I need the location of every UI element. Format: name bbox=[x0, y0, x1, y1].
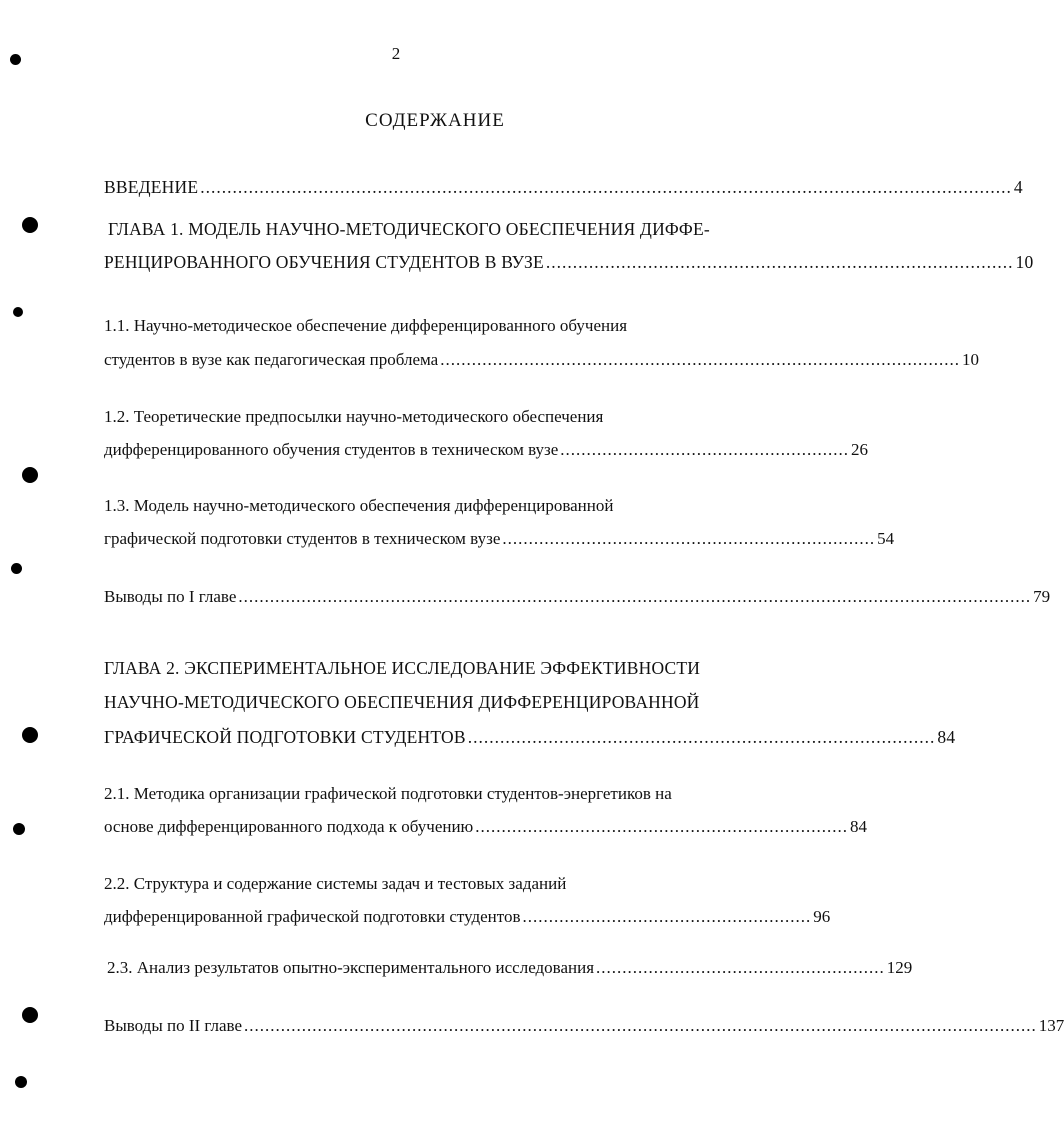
toc-entry-line: 1.2. Теоретические предпосылки научно-методического обеспечения bbox=[104, 407, 604, 426]
toc-entry-line: ГЛАВА 1. МОДЕЛЬ НАУЧНО-МЕТОДИЧЕСКОГО ОБЕСПЕЧЕНИЯ ДИФФЕ- bbox=[108, 219, 710, 239]
toc-entry-section-1-1[interactable] bbox=[104, 348, 979, 372]
toc-entry-title: 2.3. Анализ результатов опытно-экспериментального исследования bbox=[107, 958, 595, 977]
punch-hole-mark bbox=[11, 563, 22, 574]
toc-entry-page: 79 bbox=[1033, 587, 1051, 606]
punch-hole-mark bbox=[13, 823, 25, 835]
toc-entry-page: 137 bbox=[1038, 1016, 1064, 1035]
toc-entry-page: 10 bbox=[1015, 252, 1034, 272]
punch-hole-mark bbox=[22, 217, 38, 233]
toc-entry-page: 4 bbox=[1013, 177, 1023, 197]
toc-leader-dots: ....................................................................................................................................................... bbox=[244, 1016, 1037, 1035]
toc-entry-introduction[interactable] bbox=[104, 175, 1023, 199]
toc-entry-title: графической подготовки студентов в техническом вузе bbox=[104, 529, 501, 548]
toc-leader-dots: ....................................................................................................................................................... bbox=[200, 177, 1012, 197]
page-title: СОДЕРЖАНИЕ bbox=[365, 110, 505, 131]
toc-entry-section-2-2[interactable] bbox=[104, 905, 831, 929]
toc-entry-section-1-2[interactable] bbox=[104, 438, 869, 462]
toc-entry-title: Выводы по I главе bbox=[104, 587, 237, 606]
punch-hole-mark bbox=[15, 1076, 27, 1088]
toc-entry-page: 54 bbox=[877, 529, 895, 548]
toc-entry-page: 26 bbox=[851, 440, 869, 459]
toc-entry-conclusions-2[interactable] bbox=[104, 1014, 1064, 1038]
toc-entry-page: 10 bbox=[961, 350, 979, 369]
toc-entry-line: 2.2. Структура и содержание системы задач и тестовых заданий bbox=[104, 874, 567, 893]
toc-leader-dots: ................................................................................................... bbox=[440, 350, 960, 369]
toc-entry-section-1-3[interactable] bbox=[104, 527, 895, 551]
toc-leader-dots: ....................................................... bbox=[560, 440, 850, 459]
toc-entry-title: дифференцированной графической подготовки студентов bbox=[104, 907, 521, 926]
toc-leader-dots: ....................................................................................... bbox=[467, 727, 936, 747]
toc-leader-dots: ....................................................................................... bbox=[545, 252, 1014, 272]
toc-entry-chapter-1[interactable] bbox=[104, 250, 1034, 274]
toc-entry-title: дифференцированного обучения студентов в техническом вузе bbox=[104, 440, 559, 459]
toc-entry-title: ВВЕДЕНИЕ bbox=[104, 177, 199, 197]
punch-hole-mark bbox=[22, 467, 38, 483]
toc-leader-dots: ....................................................................................................................................................... bbox=[238, 587, 1032, 606]
toc-entry-page: 84 bbox=[850, 817, 868, 836]
punch-hole-mark bbox=[13, 307, 23, 317]
toc-entry-title: Выводы по II главе bbox=[104, 1016, 243, 1035]
punch-hole-mark bbox=[22, 1007, 38, 1023]
toc-entry-section-2-1[interactable] bbox=[104, 815, 868, 839]
punch-hole-mark bbox=[22, 727, 38, 743]
toc-entry-line: 1.3. Модель научно-методического обеспечения дифференцированной bbox=[104, 496, 614, 515]
toc-entry-page: 84 bbox=[937, 727, 956, 747]
toc-entry-title: основе дифференцированного подхода к обучению bbox=[104, 817, 474, 836]
toc-leader-dots: ....................................................................... bbox=[502, 529, 876, 548]
toc-leader-dots: ....................................................... bbox=[596, 958, 885, 977]
toc-entry-chapter-2[interactable] bbox=[104, 725, 956, 749]
toc-entry-line: НАУЧНО-МЕТОДИЧЕСКОГО ОБЕСПЕЧЕНИЯ ДИФФЕРЕНЦИРОВАННОЙ bbox=[104, 692, 700, 712]
toc-leader-dots: ....................................................... bbox=[522, 907, 812, 926]
toc-entry-line: ГЛАВА 2. ЭКСПЕРИМЕНТАЛЬНОЕ ИССЛЕДОВАНИЕ ЭФФЕКТИВНОСТИ bbox=[104, 658, 701, 678]
toc-leader-dots: ....................................................................... bbox=[475, 817, 849, 836]
toc-entry-title: РЕНЦИРОВАННОГО ОБУЧЕНИЯ СТУДЕНТОВ В ВУЗЕ bbox=[104, 252, 544, 272]
toc-entry-conclusions-1[interactable] bbox=[104, 585, 1051, 609]
toc-entry-title: студентов в вузе как педагогическая проблема bbox=[104, 350, 439, 369]
toc-entry-title: ГРАФИЧЕСКОЙ ПОДГОТОВКИ СТУДЕНТОВ bbox=[104, 727, 466, 747]
toc-entry-section-2-3[interactable] bbox=[107, 956, 913, 980]
toc-entry-line: 2.1. Методика организации графической подготовки студентов-энергетиков на bbox=[104, 784, 672, 803]
toc-entry-page: 129 bbox=[886, 958, 913, 977]
toc-entry-page: 96 bbox=[813, 907, 831, 926]
toc-entry-line: 1.1. Научно-методическое обеспечение дифференцированного обучения bbox=[104, 316, 628, 335]
page-number: 2 bbox=[391, 44, 401, 63]
